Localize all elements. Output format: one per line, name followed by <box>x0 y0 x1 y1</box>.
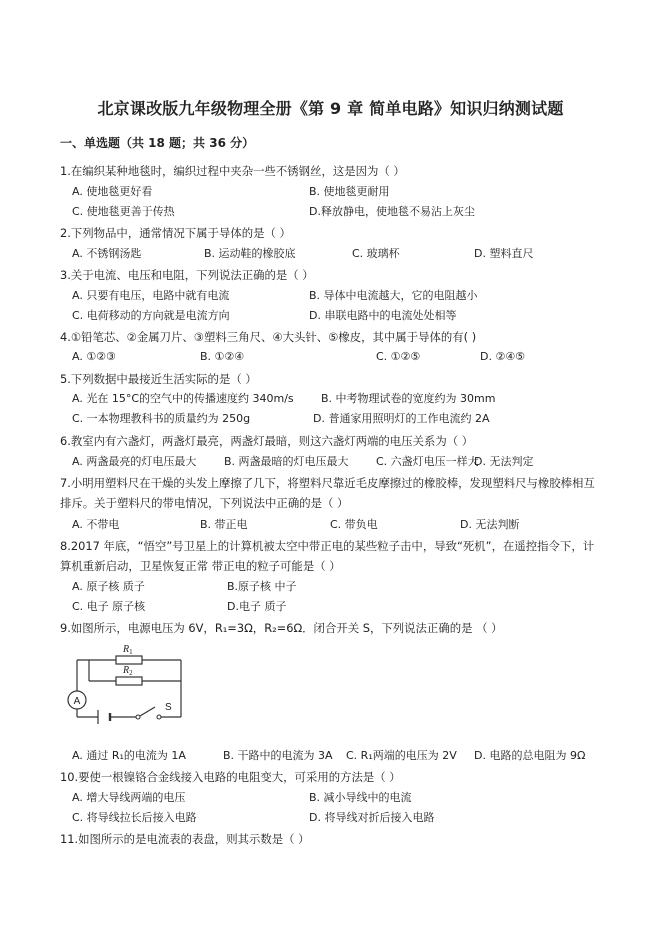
question-10-option-c: C. 将导线拉长后接入电路 <box>72 811 197 824</box>
section-heading: 一、单选题（共 18 题；共 36 分） <box>60 136 255 150</box>
question-8-stem: 8.2017 年底，“悟空”号卫星上的计算机被太空中带正电的某些粒子击中，导致“死机”，在遥控指令下，计算机重新启动，卫星恢复正常 带正电的粒子可能是（ ） <box>60 539 595 573</box>
question-10-option-b: B. 减小导线中的电流 <box>309 791 412 804</box>
question-7-option-a: A. 不带电 <box>72 518 120 531</box>
r2-label: $R_2$ <box>123 665 133 677</box>
question-2-option-c: C. 玻璃杯 <box>352 247 400 260</box>
question-7-option-b: B. 带正电 <box>200 518 248 531</box>
question-4-option-a: A. ①②③ <box>72 350 116 363</box>
ammeter-label: A <box>73 696 81 707</box>
r1-label: $R_1$ <box>123 644 133 656</box>
question-2-option-d: D. 塑料直尺 <box>474 247 534 260</box>
question-10-option-a: A. 增大导线两端的电压 <box>72 791 186 804</box>
question-3-stem: 3.关于电流、电压和电阻，下列说法正确的是（ ） <box>60 268 314 282</box>
question-10-stem: 10.要使一根镍铬合金线接入电路的电阻变大，可采用的方法是（ ） <box>60 770 401 784</box>
question-11-stem: 11.如图所示的是电流表的表盘，则其示数是（ ） <box>60 832 310 846</box>
question-3-option-c: C. 电荷移动的方向就是电流方向 <box>72 309 230 322</box>
switch-contact-right <box>157 715 161 719</box>
question-5-option-a: A. 光在 15°C的空气中的传播速度约 340m/s <box>72 392 294 405</box>
switch-contact-left <box>136 715 140 719</box>
question-6-option-d: D. 无法判定 <box>474 455 534 468</box>
question-2-stem: 2.下列物品中，通常情况下属于导体的是（ ） <box>60 226 291 240</box>
resistor-r1 <box>116 656 142 664</box>
question-9-option-d: D. 电路的总电阻为 9Ω <box>474 749 586 762</box>
question-3-option-d: D. 串联电路中的电流处处相等 <box>309 309 457 322</box>
switch-lever <box>140 707 155 716</box>
question-8-option-c: C. 电子 原子核 <box>72 600 146 613</box>
question-4-option-d: D. ②④⑤ <box>480 350 526 363</box>
question-4-option-b: B. ①②④ <box>200 350 245 363</box>
question-4-stem: 4.①铅笔芯、②金属刀片、③塑料三角尺、④大头针、⑤橡皮，其中属于导体的有( ) <box>60 330 477 344</box>
question-1-option-d: D.释放静电，使地毯不易沾上灰尘 <box>309 205 475 218</box>
question-4-option-c: C. ①②⑤ <box>376 350 421 363</box>
question-9-option-a: A. 通过 R₁的电流为 1A <box>72 749 186 762</box>
question-9-stem: 9.如图所示，电源电压为 6V，R₁=3Ω，R₂=6Ω．闭合开关 S，下列说法正确的是 （ ） <box>60 621 503 635</box>
switch-label: S <box>165 702 172 713</box>
question-8-option-b: B.原子核 中子 <box>227 580 297 593</box>
question-1-option-c: C. 使地毯更善于传热 <box>72 205 175 218</box>
question-9-option-b: B. 干路中的电流为 3A <box>223 749 333 762</box>
question-1-option-b: B. 使地毯更耐用 <box>309 185 390 198</box>
resistor-r2 <box>116 677 142 685</box>
question-6-option-b: B. 两盏最暗的灯电压最大 <box>224 455 349 468</box>
question-7-stem: 7.小明用塑料尺在干燥的头发上摩擦了几下，将塑料尺靠近毛皮摩擦过的橡胶棒，发现塑料尺与橡胶棒相互排斥。关于塑料尺的带电情况，下列说法中正确的是（ ） <box>60 476 595 510</box>
question-6-option-c: C. 六盏灯电压一样大 <box>376 455 479 468</box>
question-3-option-b: B. 导体中电流越大，它的电阻越小 <box>309 289 478 302</box>
question-7-option-d: D. 无法判断 <box>460 518 520 531</box>
question-3-option-a: A. 只要有电压，电路中就有电流 <box>72 289 230 302</box>
question-10-option-d: D. 将导线对折后接入电路 <box>309 811 435 824</box>
question-9-option-c: C. R₁两端的电压为 2V <box>346 749 457 762</box>
question-8-option-d: D.电子 质子 <box>227 600 287 613</box>
question-2-option-b: B. 运动鞋的橡胶底 <box>204 247 296 260</box>
question-1-option-a: A. 使地毯更好看 <box>72 185 153 198</box>
circuit-diagram <box>64 638 204 730</box>
question-6-option-a: A. 两盏最亮的灯电压最大 <box>72 455 197 468</box>
question-5-option-c: C. 一本物理教科书的质量约为 250g <box>72 412 251 425</box>
question-5-option-d: D. 普通家用照明灯的工作电流约 2A <box>313 412 490 425</box>
question-5-stem: 5.下列数据中最接近生活实际的是（ ） <box>60 372 257 386</box>
question-2-option-a: A. 不锈钢汤匙 <box>72 247 142 260</box>
question-7-option-c: C. 带负电 <box>330 518 378 531</box>
question-5-option-b: B. 中考物理试卷的宽度约为 30mm <box>321 392 496 405</box>
question-8-option-a: A. 原子核 质子 <box>72 580 145 593</box>
page-title: 北京课改版九年级物理全册《第 9 章 简单电路》知识归纳测试题 <box>97 99 564 118</box>
question-1-stem: 1.在编织某种地毯时，编织过程中夹杂一些不锈钢丝，这是因为（ ） <box>60 164 405 178</box>
question-6-stem: 6.教室内有六盏灯，两盏灯最亮，两盏灯最暗，则这六盏灯两端的电压关系为（ ） <box>60 434 474 448</box>
